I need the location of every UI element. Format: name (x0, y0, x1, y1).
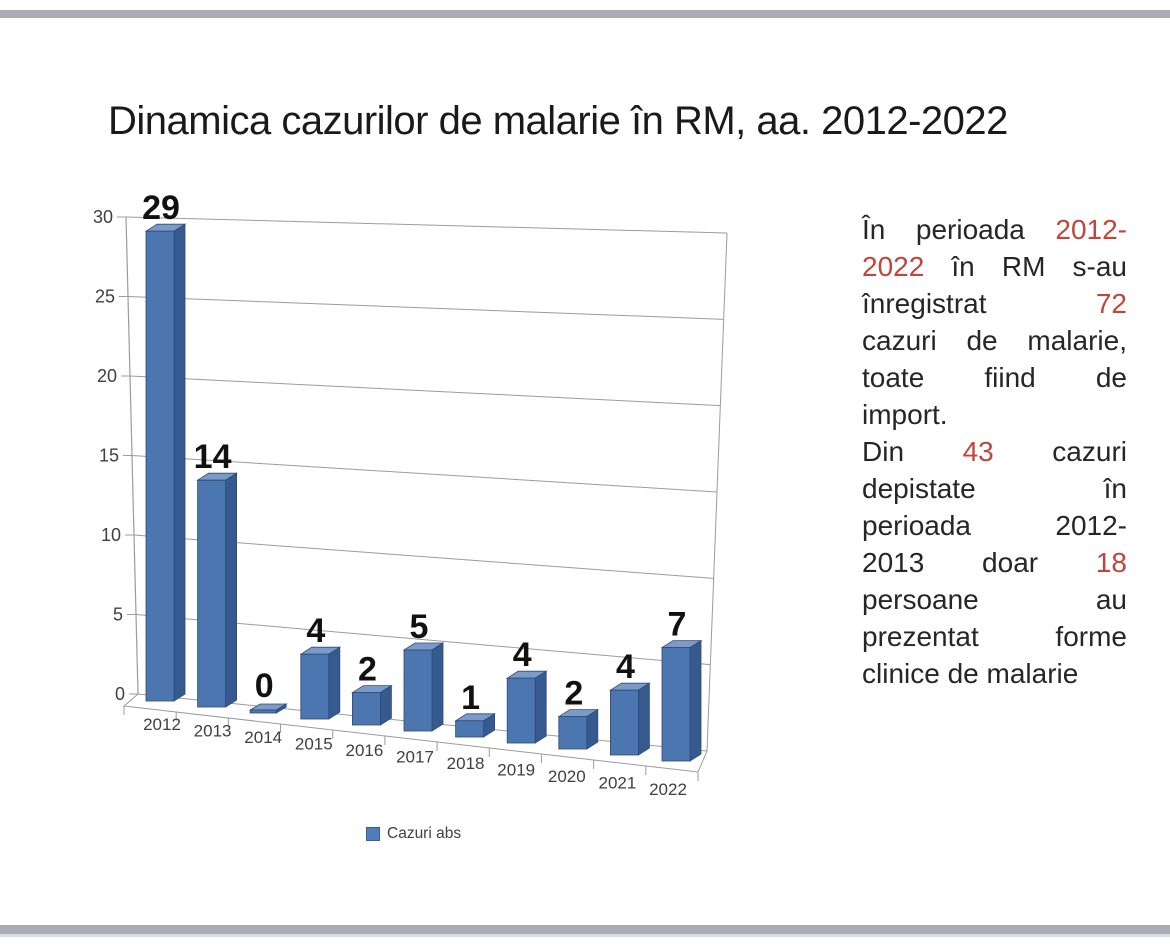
y-tick-label: 10 (100, 525, 121, 545)
annotation-line (862, 581, 1127, 618)
bar-side-face (432, 643, 443, 731)
annotation-word: prezentat (862, 621, 979, 652)
bar-side-face (587, 710, 598, 749)
annotation-word: clinice (862, 658, 940, 689)
y-tick-label: 20 (96, 366, 117, 386)
bar-value-label: 2 (564, 674, 584, 713)
bar-side-face (226, 473, 237, 707)
y-tick-label: 15 (98, 445, 119, 466)
bar-2015 (301, 654, 329, 719)
legend-swatch-icon (366, 827, 380, 841)
bar-value-label: 4 (615, 648, 635, 687)
bar-value-label: 1 (461, 678, 481, 717)
y-tick-label: 30 (92, 207, 113, 227)
bar-side-face (690, 641, 701, 761)
annotation-word: perioada (915, 214, 1025, 245)
bar-2021 (610, 690, 638, 755)
annotation-word: înregistrat (862, 288, 987, 319)
bar-value-label: 29 (142, 189, 180, 228)
grid-line (126, 217, 727, 233)
slide-top-border (0, 10, 1170, 18)
annotation-line (862, 396, 1127, 433)
highlighted-number: 72 (1095, 288, 1127, 319)
annotation-word: cazuri (1052, 436, 1127, 467)
highlighted-number: 2012- (1055, 214, 1127, 245)
annotation-word: malarie (986, 658, 1079, 689)
bar-2018 (456, 721, 484, 737)
annotation-word: s-au (1072, 251, 1127, 282)
annotation-word: în (951, 251, 975, 282)
annotation-word: în (1103, 473, 1127, 504)
grid-line (128, 297, 724, 320)
y-tick-label: 25 (94, 286, 115, 307)
malaria-cases-3d-bar-chart (0, 160, 790, 860)
annotation-line (862, 618, 1127, 655)
x-axis-label: 2012 (143, 715, 181, 734)
x-axis-label: 2021 (598, 773, 637, 793)
bar-2019 (507, 678, 535, 743)
x-axis-label: 2015 (294, 734, 333, 754)
annotation-word: persoane (862, 584, 979, 615)
annotation-line (862, 248, 1127, 285)
annotation-word: de (966, 325, 998, 356)
bar-2016 (352, 693, 380, 725)
x-axis-label: 2020 (547, 767, 586, 786)
y-tick-label: 0 (114, 684, 125, 704)
x-axis-label: 2013 (193, 721, 232, 741)
slide-title: Dinamica cazurilor de malarie în RM, aa. 2012-2022 (108, 99, 1008, 143)
annotation-word: cazuri (862, 325, 937, 356)
annotation-line (862, 655, 1127, 692)
annotation-word: RM (1001, 251, 1046, 282)
slide-bottom-border (0, 925, 1170, 937)
annotation-line (862, 470, 1127, 507)
bar-2013 (198, 480, 226, 707)
annotation-line (862, 433, 1127, 470)
annotation-word: de (947, 658, 979, 689)
annotation-word: perioada (862, 510, 971, 541)
annotation-word: Din (862, 436, 905, 467)
bar-side-face (380, 686, 391, 725)
x-axis-label: 2018 (446, 754, 485, 773)
bar-value-label: 0 (254, 667, 274, 705)
annotation-word: au (1095, 584, 1127, 615)
x-axis-label: 2014 (244, 728, 283, 747)
annotation-word: fiind (984, 362, 1036, 393)
x-axis-label: 2019 (497, 760, 536, 780)
annotation-line (862, 507, 1127, 544)
x-axis-label: 2016 (345, 741, 384, 760)
bar-side-face (535, 671, 546, 743)
bar-value-label: 14 (193, 438, 232, 477)
bar-value-label: 2 (357, 650, 377, 689)
annotation-line (862, 544, 1127, 581)
bar-2022 (662, 648, 690, 761)
bar-2020 (559, 717, 587, 749)
annotation-text-block (862, 211, 1127, 692)
annotation-word: malarie, (1027, 325, 1127, 356)
annotation-line (862, 285, 1127, 322)
bar-value-label: 4 (306, 612, 326, 651)
annotation-word: 2013 (862, 547, 925, 578)
annotation-word: forme (1055, 621, 1127, 652)
bar-2012 (146, 231, 174, 701)
annotation-word: 2012- (1055, 510, 1127, 541)
annotation-word: doar (982, 547, 1039, 578)
bar-2014 (250, 710, 276, 713)
chart-legend (366, 825, 461, 843)
annotation-word: În (862, 214, 886, 245)
bar-2017 (404, 650, 432, 731)
annotation-word: import. (862, 399, 948, 430)
annotation-word: toate (862, 362, 925, 393)
annotation-word: de (1095, 362, 1127, 393)
annotation-line (862, 359, 1127, 396)
bar-value-label: 7 (667, 605, 687, 644)
legend-label: Cazuri abs (387, 825, 462, 842)
grid-line (130, 376, 720, 406)
x-axis-label: 2022 (649, 780, 687, 799)
bar-side-face (638, 683, 649, 755)
bar-side-face (174, 224, 185, 701)
annotation-word: depistate (862, 473, 976, 504)
highlighted-number: 43 (962, 436, 994, 467)
bar-value-label: 5 (409, 608, 429, 646)
y-tick-label: 5 (112, 604, 123, 625)
bar-value-label: 4 (512, 636, 532, 675)
x-axis-label: 2017 (396, 747, 434, 767)
highlighted-number: 18 (1095, 547, 1127, 578)
bar-side-face (329, 647, 340, 719)
highlighted-number: 2022 (862, 251, 925, 282)
annotation-line (862, 211, 1127, 248)
annotation-line (862, 322, 1127, 359)
